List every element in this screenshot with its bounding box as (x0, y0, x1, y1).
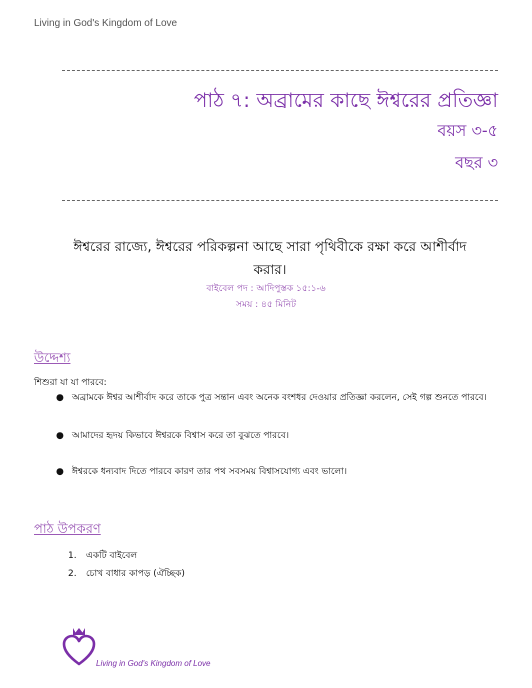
divider-top (62, 70, 498, 71)
material-item (68, 565, 185, 583)
objectives-list (56, 389, 502, 481)
objective-item (56, 389, 502, 407)
bullet-icon: ● (56, 431, 64, 441)
objectives-heading: উদ্দেশ্য (34, 351, 71, 366)
material-number: 1. (68, 551, 77, 561)
objective-item (56, 463, 502, 481)
bullet-icon: ● (56, 467, 64, 477)
objective-item (56, 427, 502, 445)
key-statement: ঈশ্বরের রাজ্যে, ঈশ্বরের পরিকল্পনা আছে সারা পৃথিবীকে রক্ষা করে আশীর্বাদ করার। (73, 239, 467, 278)
footer-text: Living in God's Kingdom of Love (96, 659, 211, 668)
lesson-title: পাঠ ৭: অব্রামের কাছে ঈশ্বরের প্রতিজ্ঞা (193, 88, 498, 112)
bullet-icon: ● (56, 393, 64, 403)
page-header-title: Living in God's Kingdom of Love (34, 18, 178, 29)
materials-list (68, 547, 185, 583)
divider-middle (62, 200, 498, 201)
objectives-intro: শিশুরা যা যা পারবে: (34, 378, 107, 388)
material-text: চোখ বাধার কাপড় (ঐচ্ছিক) (86, 569, 185, 579)
year-label: বছর ৩ (455, 153, 498, 172)
material-number: 2. (68, 569, 77, 579)
materials-heading: পাঠ উপকরণ (34, 522, 101, 537)
crown-heart-logo-icon (62, 626, 96, 668)
material-item (68, 547, 185, 565)
objective-text: ঈশ্বরকে ধন্যবাদ দিতে পারবে কারণ তার পথ সবসময় বিশ্বাসযোগ্য এবং ভালো। (72, 467, 347, 477)
bible-reference: বাইবেল পদ : আদিপুস্তক ১৫:১-৬ (206, 284, 326, 294)
lesson-duration: সময় : ৪৫ মিনিট (236, 300, 296, 310)
objective-text: আমাদের হৃদয় কিভাবে ঈশ্বরকে বিশ্বাস করে তা বুঝতে পারবে। (72, 431, 289, 441)
age-range: বয়স ৩-৫ (437, 121, 498, 140)
objective-text: অব্রামকে ঈশ্বর আশীর্বাদ করে তাকে পুত্র সন্তান এবং অনেক বংশধর দেওয়ার প্রতিজ্ঞা করলেন, সেই গল্প শুনতে পারবে। (72, 393, 487, 403)
material-text: একটি বাইবেল (86, 551, 138, 561)
